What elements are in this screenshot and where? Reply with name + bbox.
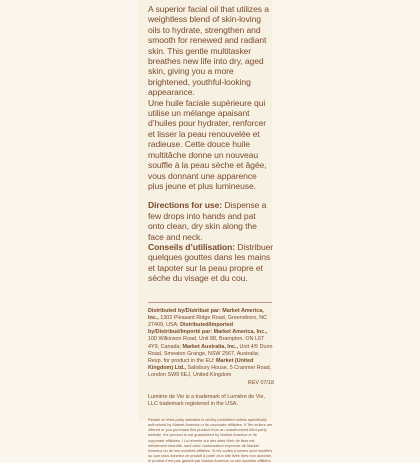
distributor-uk-label: Market (United Kingdom) Ltd., <box>148 357 254 372</box>
distributor-canada-address: 100 Wilkinson Road, Unit 88, Brampton, ON L6T 4Y9, Canada; <box>148 336 265 350</box>
directions-french <box>148 242 274 284</box>
distributor-uk-address: Salisbury House, 5 Cranmer Road, London SW9 6EJ, United Kingdom <box>148 365 272 379</box>
directions-english-text: Dispense a few drops into hands and pat onto clean, dry skin along the face and neck. <box>148 200 267 242</box>
revision-code: REV 07/18 <box>247 379 274 386</box>
directions-english-heading: Directions for use: <box>148 200 223 211</box>
distributor-us-label: Distributed by/Distribué par: Market America, Inc., <box>148 307 264 321</box>
distributor-australia-label: Market Australia, Inc., <box>182 343 238 350</box>
distributor-canada-label: Distributed/Imported by/Distribué/Importé par: Market America, Inc., <box>148 321 268 336</box>
distributor-australia-address: Unit 4/5 Dunn Road, Smeaton Grange, NSW 2567, Australia; Resp. for product in the EU: <box>148 343 273 364</box>
directions-french-heading: Conseils d’utilisation: <box>148 241 235 252</box>
description-french: Une huile faciale supérieure qui utilise un mélange apaisant d’huiles pour hydrater, renforcer et lisser la peau renouvelée et radieuse. Cette douce huile multitâche donne un nouveau souffle à la peau sèche et âgée, vous donnant une apparence plus jeune et plus lumineuse. <box>148 97 267 191</box>
directions-block <box>148 200 274 283</box>
directions-english <box>148 200 274 242</box>
divider <box>148 302 272 303</box>
distributor-us-address: 1302 Pleasant Ridge Road, Greensboro, NC 27409, USA; <box>148 314 267 328</box>
distributor-block <box>148 308 274 387</box>
label-column <box>148 4 274 463</box>
trademark-notice: Lumière de Vie is a trademark of Lumière de Vie, LLC trademark registered in the USA. <box>148 393 265 407</box>
resale-notice: Resale on third-party websites is strictly prohibited unless specifically authorized by Market America or its corporate affiliates. If Ten sellers are offered or you purchase this product from an unauthorized third-party website, the product is not guaranteed by Market America or its corporate affiliates. / La revente sur des sites Web de tiers est strictement interdite, sauf avec l’autorisation expresse de Market America ou de ses sociétés affiliées. Si les codes à barres sont modifiés ou que vous achetez ce produit à partir d’un site Web tiers non autorisé, le produit n’est pas garanti par Market America ou ses sociétés affiliées. <box>148 417 273 463</box>
description-english: A superior facial oil that utilizes a weightless blend of skin-loving oils to hydrate, strengthen and smooth for renewed and radiant skin. This gentle multitasker breathes new life into dry, aged skin, giving you a more brightened, youthful-looking appearance. <box>148 4 269 98</box>
directions-french-text: Distribuer quelques gouttes dans les mains et tapoter sur la peau propre et sèche du visage et du cou. <box>148 241 274 284</box>
